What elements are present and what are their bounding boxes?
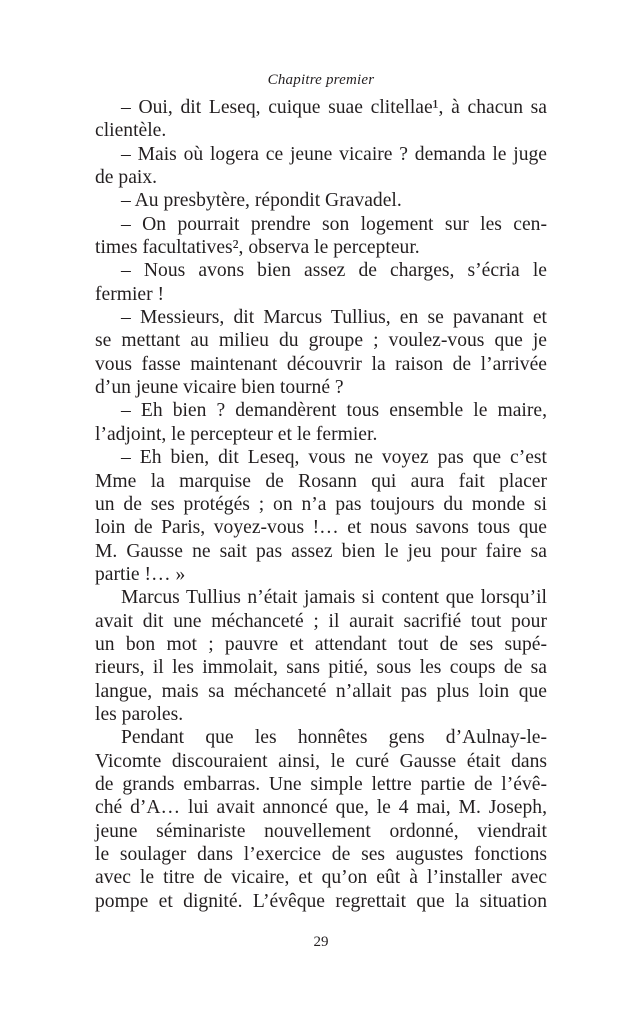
text-line: un de ses protégés ; on n’a pas toujours du monde si — [95, 493, 547, 515]
text-line: – Messieurs, dit Marcus Tullius, en se pavanant et — [121, 307, 547, 329]
text-line: fermier ! — [95, 283, 165, 305]
text-line: se mettant au milieu du groupe ; voulez-vous que je — [95, 330, 547, 352]
page-number: 29 — [313, 934, 329, 950]
text-line: l’adjoint, le percepteur et le fermier. — [95, 423, 378, 445]
text-line: avec le titre de vicaire, et qu’on eût à l’installer avec — [95, 867, 547, 889]
text-line: times facultatives², observa le percepteur. — [95, 237, 420, 259]
text-line: – Oui, dit Leseq, cuique suae clitellae¹, à chacun sa — [121, 97, 547, 118]
text-line: pompe et dignité. L’évêque regrettait que la situation — [95, 890, 547, 912]
text-line: langue, mais sa méchanceté n’allait pas plus loin que — [95, 680, 547, 702]
text-line: de grands embarras. Une simple lettre partie de l’évê- — [95, 773, 547, 795]
text-line: – Eh bien, dit Leseq, vous ne voyez pas que c’est — [121, 447, 547, 469]
body-text — [95, 96, 547, 913]
text-line: – Au presbytère, répondit Gravadel. — [121, 190, 402, 212]
text-line: partie !… » — [95, 563, 186, 585]
text-line: – Nous avons bien assez de charges, s’écria le — [121, 260, 547, 282]
text-line: Pendant que les honnêtes gens d’Aulnay-le- — [121, 727, 547, 749]
text-line: – Eh bien ? demandèrent tous ensemble le maire, — [121, 400, 547, 422]
text-line: Vicomte discouraient ainsi, le curé Gausse était dans — [95, 750, 547, 772]
text-line: les paroles. — [95, 703, 184, 725]
text-line: avait dit une méchanceté ; il aurait sacrifié tout pour — [95, 610, 547, 632]
text-line: ché d’A… lui avait annoncé que, le 4 mai, M. Joseph, — [95, 797, 547, 819]
running-head: Chapitre premier — [267, 72, 375, 88]
text-line: jeune séminariste nouvellement ordonné, viendrait — [95, 820, 547, 842]
text-line: vous fasse maintenant découvrir la raison de l’arrivée — [95, 353, 547, 375]
text-line: – On pourrait prendre son logement sur les cen- — [121, 213, 547, 235]
text-line: M. Gausse ne sait pas assez bien le jeu pour faire sa — [95, 540, 547, 562]
text-line: rieurs, il les immolait, sans pitié, sous les coups de sa — [95, 657, 547, 679]
text-line: de paix. — [95, 167, 158, 189]
text-line: – Mais où logera ce jeune vicaire ? demanda le juge — [121, 143, 547, 165]
text-line: le soulager dans l’exercice de ses augustes fonctions — [95, 844, 547, 865]
text-line: clientèle. — [95, 120, 167, 142]
text-line: un bon mot ; pauvre et attendant tout de ses supé- — [95, 633, 547, 655]
text-line: loin de Paris, voyez-vous !… et nous savons tous que — [95, 517, 547, 539]
text-line: Mme la marquise de Rosann qui aura fait placer — [95, 470, 547, 492]
text-line: d’un jeune vicaire bien tourné ? — [95, 377, 344, 399]
text-line: Marcus Tullius n’était jamais si content que lorsqu’il — [121, 587, 547, 609]
